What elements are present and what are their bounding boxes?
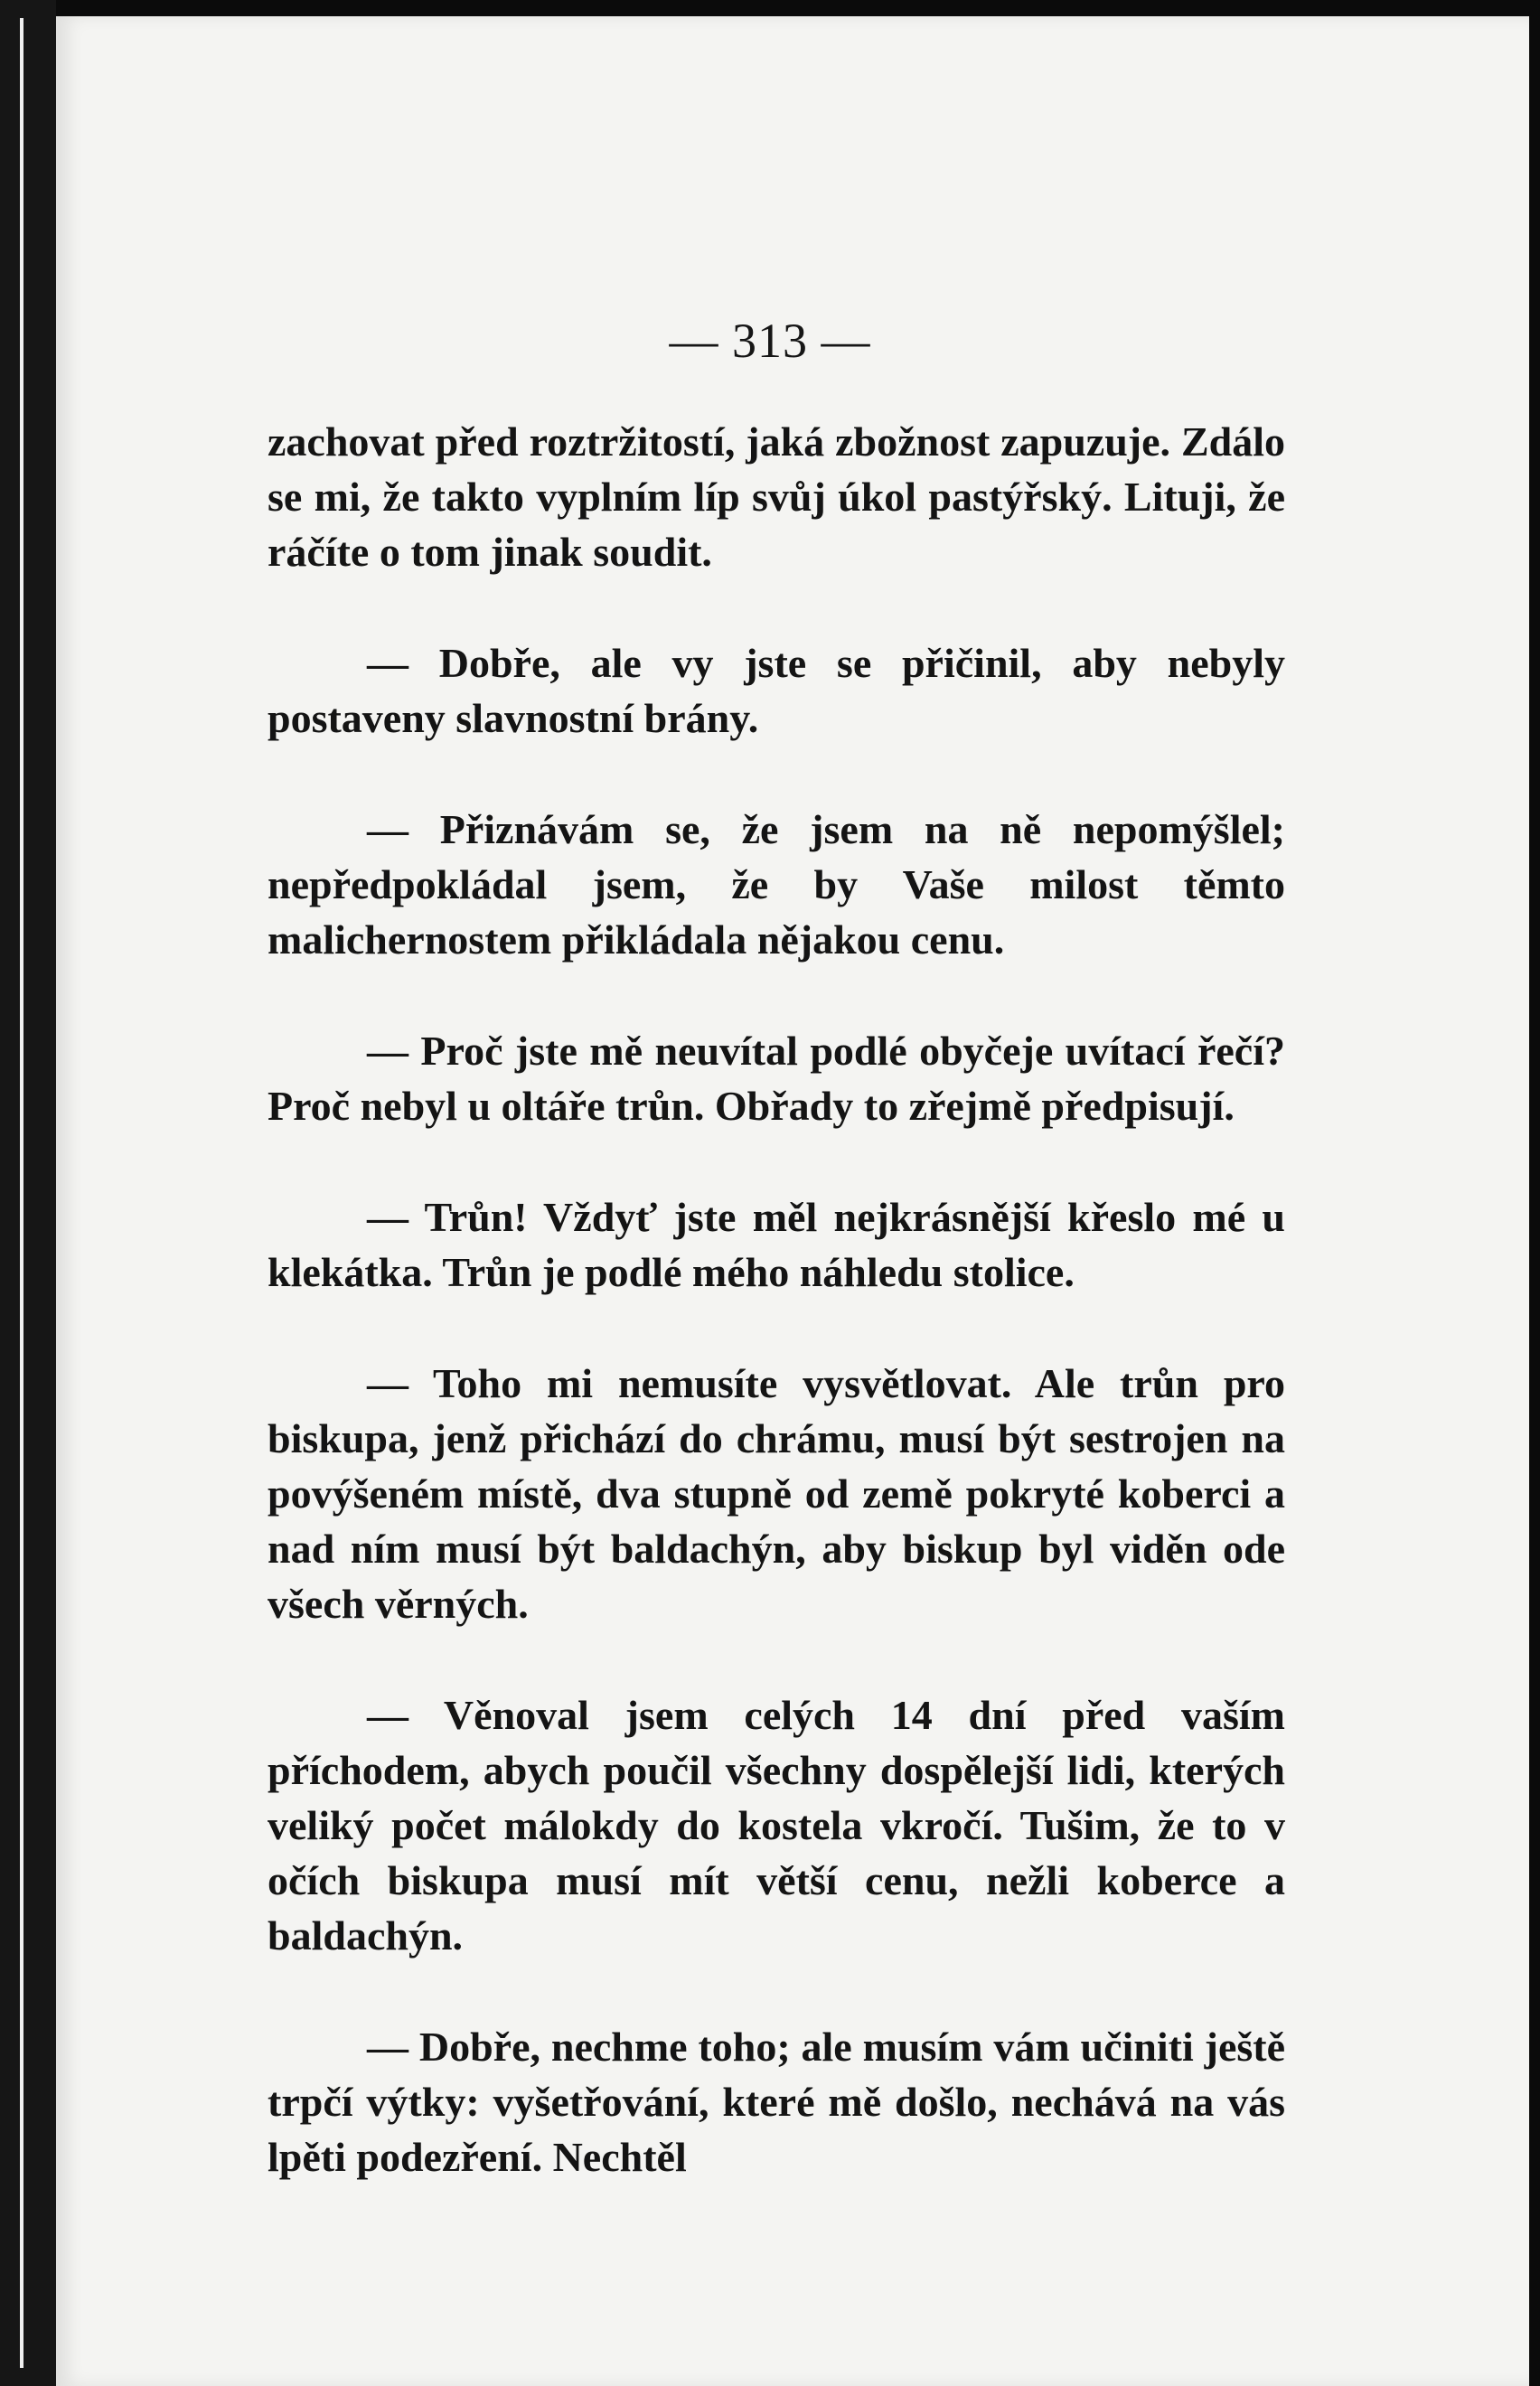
paragraph-2: — Dobře, ale vy jste se přičinil, aby nebyly postaveny slavnostní brány.: [268, 640, 1285, 741]
body-text: [268, 414, 1285, 2184]
paragraph-7: — Věnoval jsem celých 14 dní před vaším příchodem, abych poučil všechny dospělejší lidi, kterých veliký počet málokdy do kostela vkročí. Tušim, že to v očích biskupa musí mít větší cenu, nežli koberce a baldachýn.: [268, 1692, 1285, 1959]
paragraph-4: — Proč jste mě neuvítal podlé obyčeje uvítací řečí? Proč nebyl u oltáře trůn. Obřady to zřejmě předpisují.: [268, 1028, 1285, 1129]
paragraph-5: — Trůn! Vždyť jste měl nejkrásnější křeslo mé u klekátka. Trůn je podlé mého náhledu stolice.: [268, 1194, 1285, 1295]
page-number: — 313 —: [669, 314, 871, 368]
paragraph-1: zachovat před roztržitostí, jaká zbožnost zapuzuje. Zdálo se mi, že takto vyplním líp svůj úkol pastýřský. Lituji, že ráčíte o tom jinak soudit.: [268, 418, 1285, 575]
paragraph-8: — Dobře, nechme toho; ale musím vám učiniti ještě trpčí výtky: vyšetřování, které mě došlo, nechává na vás lpěti podezření. Nechtěl: [268, 2024, 1285, 2180]
paragraph-3: — Přiznávám se, že jsem na ně nepomýšlel; nepředpokládal jsem, že by Vaše milost těmto malichernostem přikládala nějakou cenu.: [268, 806, 1285, 963]
paragraph-6: — Toho mi nemusíte vysvětlovat. Ale trůn pro biskupa, jenž přichází do chrámu, musí být sestrojen na povýšeném místě, dva stupně od země pokryté koberci a nad ním musí být baldachýn, aby biskup byl viděn ode všech věrných.: [268, 1360, 1285, 1627]
